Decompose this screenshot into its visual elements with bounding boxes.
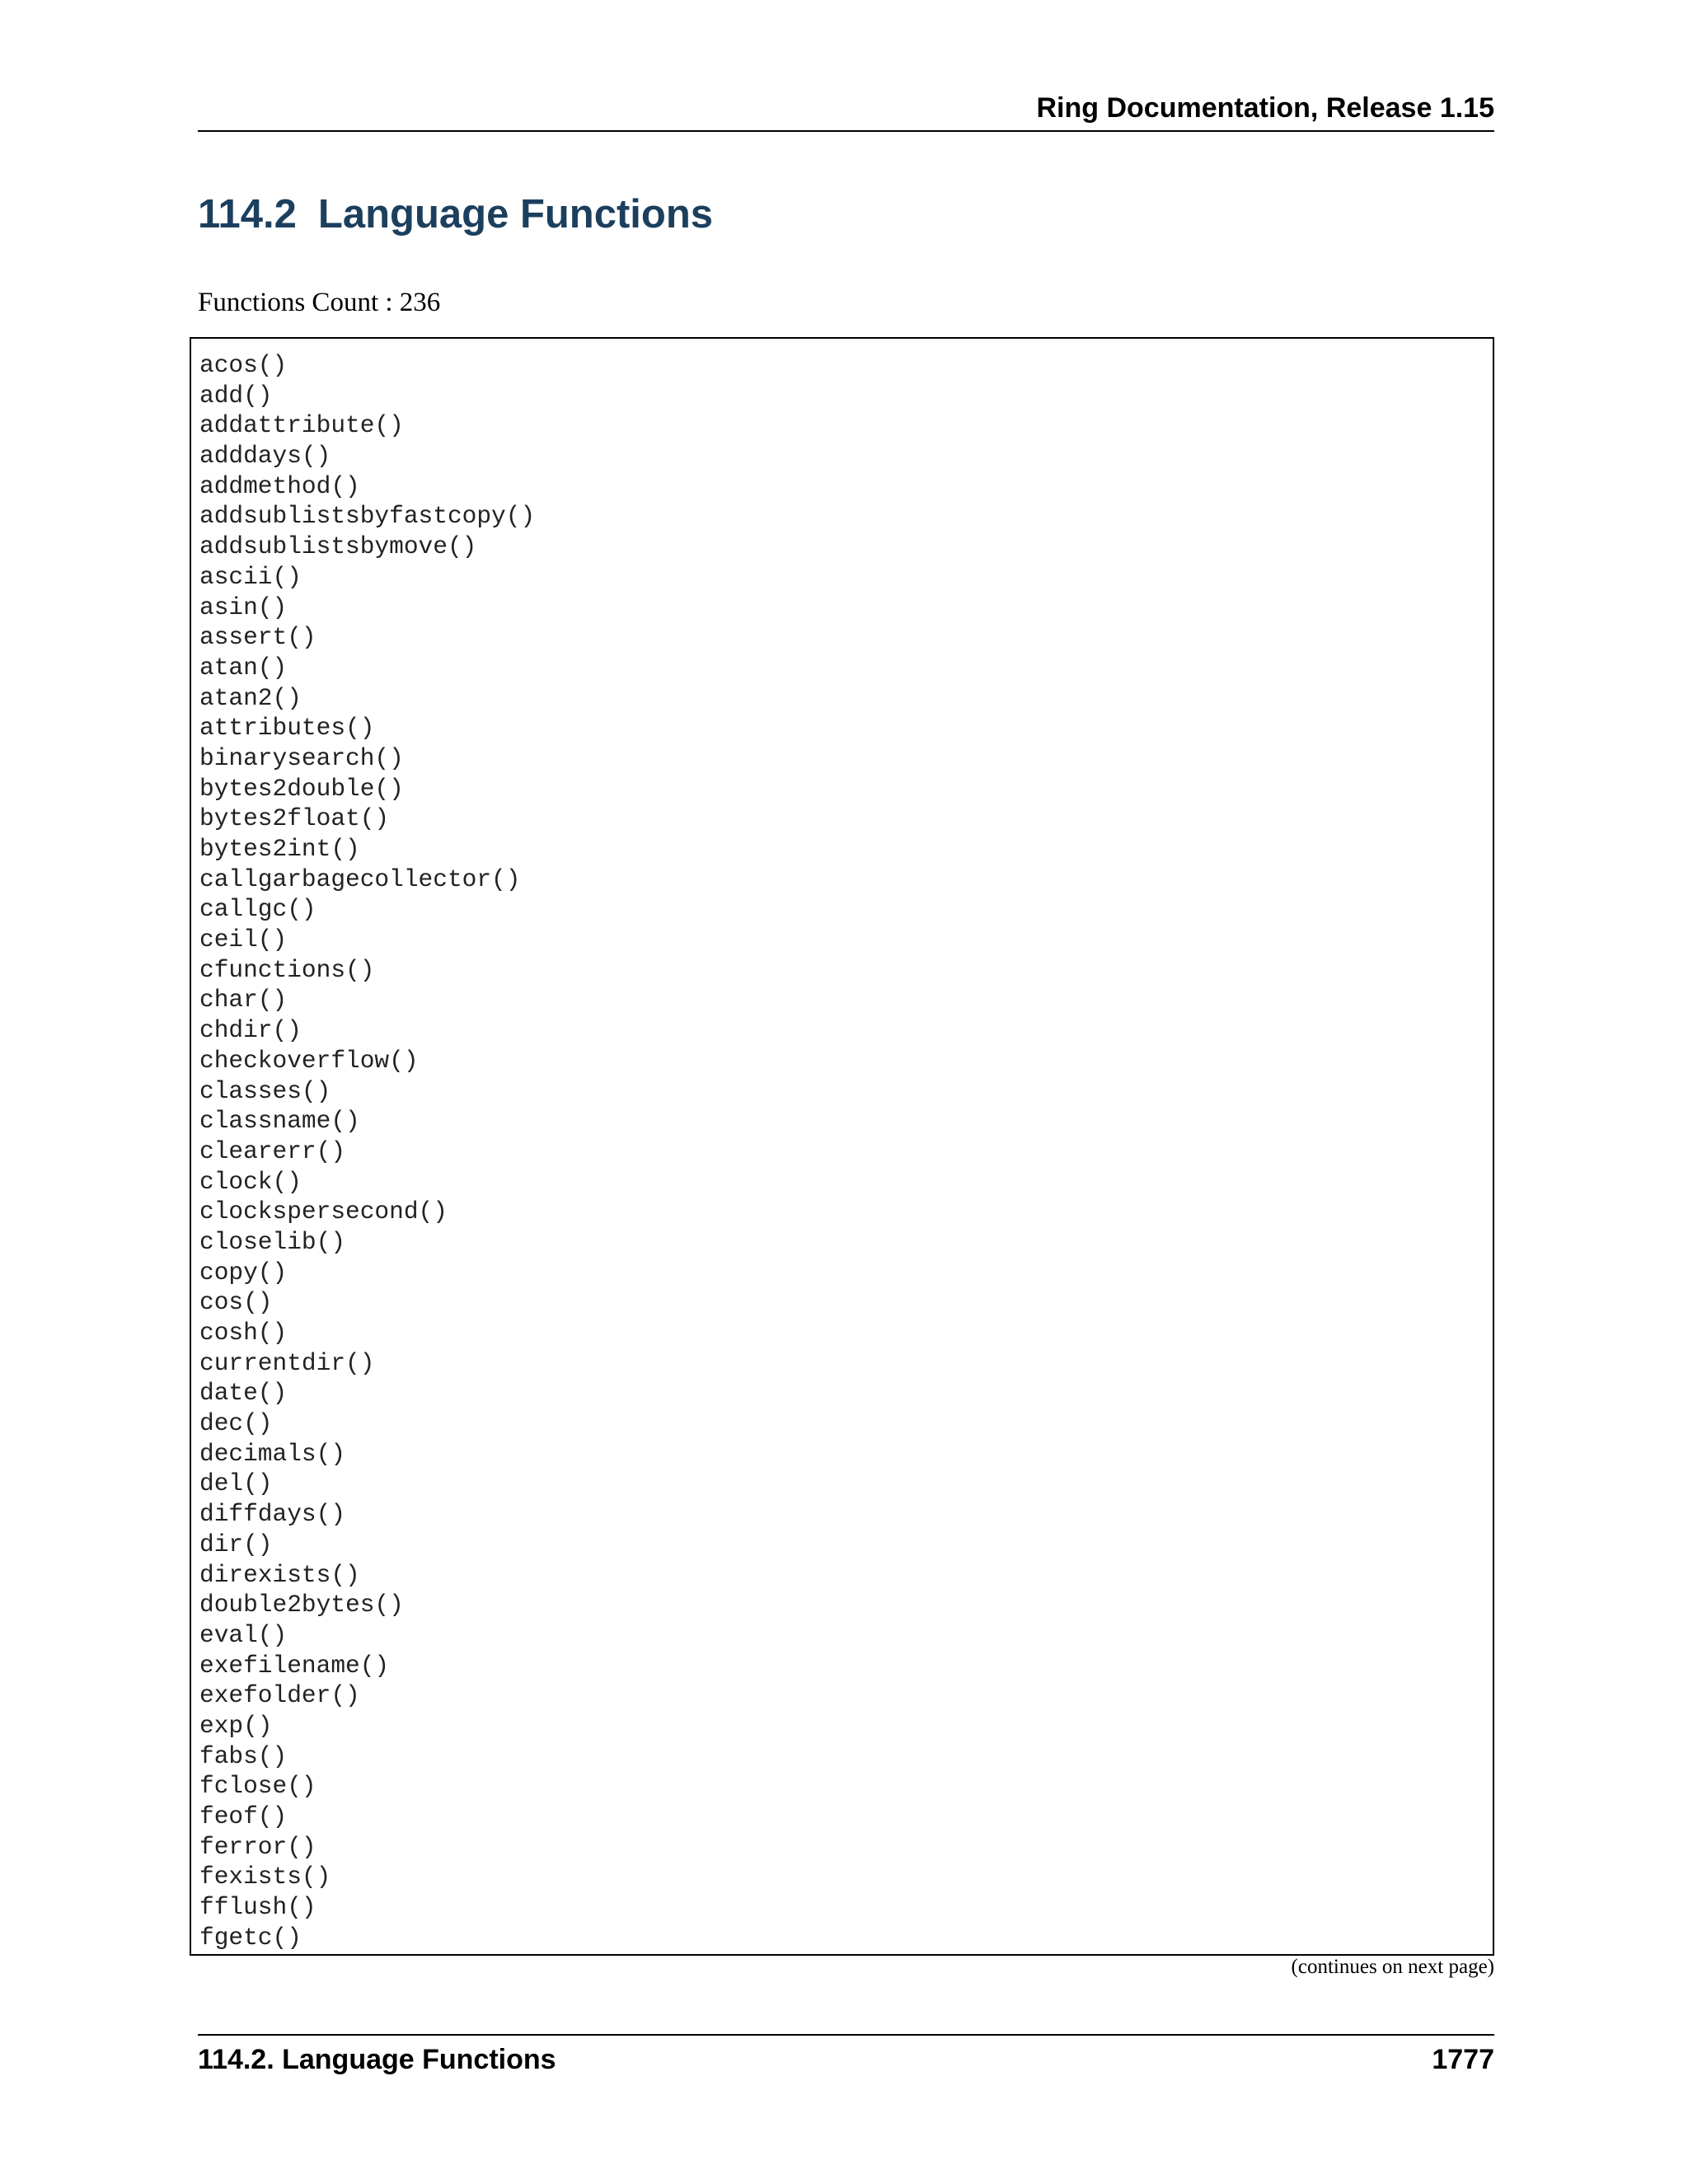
functions-count: Functions Count : 236: [198, 288, 441, 317]
function-item: ceil(): [199, 926, 288, 954]
footer-section-title: 114.2. Language Functions: [198, 2044, 556, 2075]
function-item: assert(): [199, 623, 316, 652]
function-item: ferror(): [199, 1832, 316, 1861]
function-item: add(): [199, 381, 273, 410]
function-item: addsublistsbyfastcopy(): [199, 502, 536, 531]
section-heading: [198, 193, 713, 237]
code-block: [190, 337, 1494, 1956]
function-item: clock(): [199, 1167, 302, 1196]
function-item: diffdays(): [199, 1500, 346, 1529]
function-item: bytes2float(): [199, 804, 390, 833]
function-item: atan2(): [199, 683, 302, 712]
function-item: callgc(): [199, 895, 316, 924]
function-item: date(): [199, 1379, 288, 1408]
function-item: addattribute(): [199, 411, 404, 440]
function-item: fflush(): [199, 1893, 316, 1922]
function-item: dec(): [199, 1409, 273, 1438]
function-item: acos(): [199, 351, 288, 379]
function-item: atan(): [199, 653, 288, 682]
function-item: addmethod(): [199, 471, 360, 500]
function-item: attributes(): [199, 714, 375, 743]
function-item: addsublistsbymove(): [199, 532, 477, 561]
function-item: eval(): [199, 1620, 288, 1649]
function-item: exp(): [199, 1711, 273, 1740]
function-item: classname(): [199, 1107, 360, 1136]
document-title: Ring Documentation, Release 1.15: [1036, 92, 1494, 124]
function-item: cos(): [199, 1288, 273, 1317]
function-item: ascii(): [199, 562, 302, 591]
function-item: asin(): [199, 593, 288, 621]
page-number: 1777: [1432, 2044, 1494, 2075]
function-item: classes(): [199, 1076, 331, 1105]
page-footer: [198, 2034, 1494, 2085]
function-item: feof(): [199, 1802, 288, 1830]
function-item: del(): [199, 1469, 273, 1498]
section-number: 114.2: [198, 192, 297, 237]
function-item: bytes2int(): [199, 835, 360, 863]
function-item: fgetc(): [199, 1923, 302, 1952]
function-item: bytes2double(): [199, 774, 404, 803]
function-item: fexists(): [199, 1863, 331, 1891]
function-item: currentdir(): [199, 1348, 375, 1377]
function-item: fclose(): [199, 1772, 316, 1801]
function-item: checkoverflow(): [199, 1046, 419, 1075]
function-item: binarysearch(): [199, 743, 404, 772]
function-item: dir(): [199, 1530, 273, 1558]
function-item: decimals(): [199, 1439, 346, 1468]
function-item: cosh(): [199, 1319, 288, 1347]
function-item: callgarbagecollector(): [199, 865, 521, 893]
function-item: exefilename(): [199, 1651, 390, 1680]
function-item: clearerr(): [199, 1137, 346, 1165]
function-item: double2bytes(): [199, 1591, 404, 1619]
continues-note: (continues on next page): [1291, 1956, 1494, 1978]
function-item: exefolder(): [199, 1681, 360, 1710]
function-item: char(): [199, 986, 288, 1015]
function-item: copy(): [199, 1258, 288, 1286]
function-item: closelib(): [199, 1227, 346, 1256]
function-item: chdir(): [199, 1016, 302, 1045]
function-item: direxists(): [199, 1560, 360, 1589]
function-list: [191, 339, 1493, 1952]
section-title: Language Functions: [317, 192, 714, 237]
function-item: adddays(): [199, 442, 331, 471]
function-item: clockspersecond(): [199, 1197, 448, 1226]
function-item: fabs(): [199, 1741, 288, 1770]
page-header: [198, 89, 1494, 132]
function-item: cfunctions(): [199, 955, 375, 984]
